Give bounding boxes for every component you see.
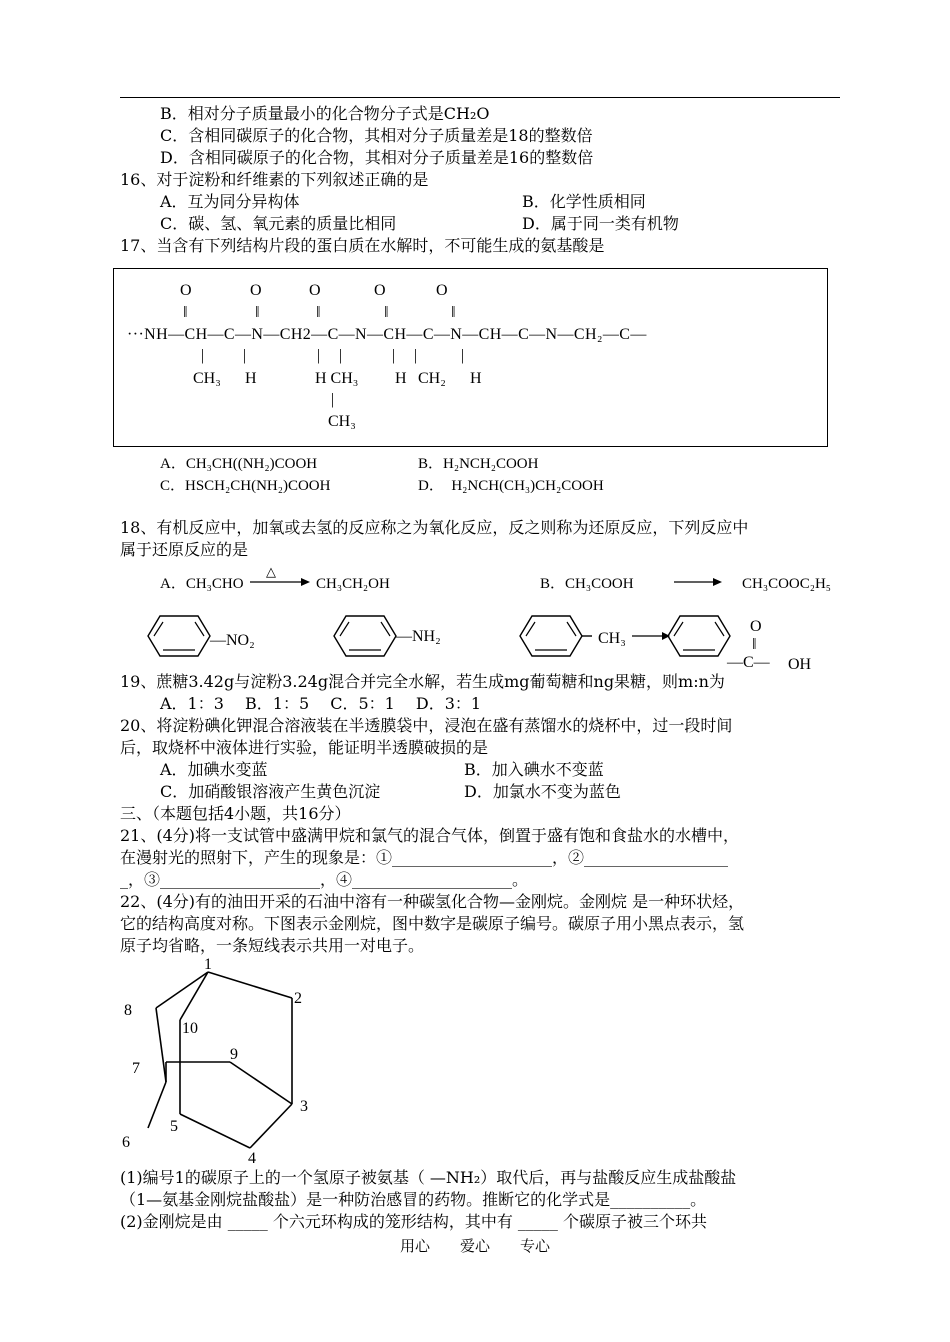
peptide-o-4: O [374,282,386,299]
carboxyl-c: —C— [727,654,770,671]
section-3-heading: 三、（本题包括4小题，共16分） [120,804,351,823]
peptide-sub-1: CH₃ [193,370,221,387]
peptide-structure-box [113,268,828,447]
peptide-sub-3: H CH₃ [315,370,359,387]
adamantane-label-10: 10 [182,1020,198,1037]
page-footer: 用心 爱心 专心 [399,1237,550,1255]
q15-option-c: C．含相同碳原子的化合物，其相对分子质量差是18的整数倍 [160,126,593,145]
adamantane-label-9: 9 [230,1046,238,1063]
peptide-bar-4: | [339,347,343,364]
peptide-dbl-1: ‖ [183,304,188,321]
q18-a-left: A．CH₃CHO [160,576,244,592]
peptide-sub-6: H [470,370,482,387]
peptide-o-3: O [309,282,321,299]
q20-option-b: B．加入碘水不变蓝 [464,760,604,779]
q16-option-d: D．属于同一类有机物 [522,214,679,233]
q19-options: A．1：3 B．1：5 C．5：1 D．3：1 [160,694,482,713]
peptide-o-1: O [180,282,192,299]
carboxyl-o: O [750,618,762,635]
q17-option-c: C．HSCH₂CH(NH₂)COOH [160,478,331,494]
q17-option-a: A．CH₃CH((NH₂)COOH [160,456,318,472]
q22-stem-2: 它的结构高度对称。下图表示金刚烷，图中数字是碳原子编号。碳原子用小黑点表示，氢 [120,914,745,933]
q22-stem-3: 原子均省略，一条短线表示共用一对电子。 [120,936,425,955]
q20-option-c: C．加硝酸银溶液产生黄色沉淀 [160,782,381,801]
toluene-ring [512,614,592,658]
q15-option-b: B．相对分子质量最小的化合物分子式是CH₂O [160,104,490,123]
q21-stem-2: 在漫射光的照射下，产生的现象是：①____________________，②__________________ [120,848,729,867]
peptide-dbl-2: ‖ [255,304,260,321]
q18-a-condition: △ [266,564,276,579]
q21-stem-3: _，③____________________，④____________________。 [120,870,529,889]
q19-stem: 19、蔗糖3.42g与淀粉3.24g混合并完全水解，若生成mg葡萄糖和ng果糖，则m:n为 [120,672,725,691]
adamantane-label-2: 2 [294,990,302,1007]
peptide-dbl-4: ‖ [384,304,389,321]
q22-part1-line1: (1)编号1的碳原子上的一个氢原子被氨基（ —NH₂）取代后，再与盐酸反应生成盐酸盐 [120,1168,737,1187]
adamantane-label-8: 8 [124,1002,132,1019]
adamantane-label-7: 7 [132,1060,140,1077]
adamantane-diagram [100,950,340,1160]
carboxyl-double-bond: ‖ [752,636,757,653]
adamantane-label-6: 6 [122,1134,130,1151]
peptide-bar-1: | [201,347,205,364]
nitrobenzene-ring [140,614,220,658]
q21-stem-1: 21、(4分)将一支试管中盛满甲烷和氯气的混合气体，倒置于盛有饱和食盐水的水槽中， [120,826,740,845]
q16-option-c: C．碳、氢、氧元素的质量比相同 [160,214,397,233]
q20-option-a: A．加碘水变蓝 [160,760,268,779]
q18-b-left: B．CH₃COOH [540,576,634,592]
q18-stem-1: 18、有机反应中，加氧或去氢的反应称之为氧化反应，反之则称为还原反应，下列反应中 [120,518,749,537]
q17-option-d: D． H₂NCH(CH₃)CH₂COOH [418,478,604,494]
adamantane-label-5: 5 [170,1118,178,1135]
q20-stem-1: 20、将淀粉碘化钾混合溶液装在半透膜袋中，浸泡在盛有蒸馏水的烧杯中，过一段时间 [120,716,733,735]
q16-option-a: A．互为同分异构体 [160,192,300,211]
q18-b-right: CH₃COOC₂H₅ [742,576,832,592]
peptide-bar-3: | [317,347,321,364]
q18-a-arrow [250,576,310,588]
q16-stem: 16、对于淀粉和纤维素的下列叙述正确的是 [120,170,429,189]
peptide-sub-4: H [395,370,407,387]
nitro-group: —NO₂ [210,632,255,649]
amino-group: —NH₂ [396,628,441,645]
peptide-sub-2: H [245,370,257,387]
peptide-dbl-5: ‖ [451,304,456,321]
q20-option-d: D．加氯水不变为蓝色 [464,782,621,801]
benzoic-acid-ring [660,614,740,658]
header-rule [120,97,840,98]
peptide-bar-5: | [392,347,396,364]
q22-stem-1: 22、(4分)有的油田开采的石油中溶有一种碳氢化合物—金刚烷。金刚烷 是一种环状烃， [120,892,745,911]
q18-a-right: CH₃CH₂OH [316,576,390,592]
peptide-o-5: O [436,282,448,299]
adamantane-label-1: 1 [204,956,212,973]
q18-stem-2: 属于还原反应的是 [120,540,249,559]
q20-stem-2: 后，取烧杯中液体进行实验，能证明半透膜破损的是 [120,738,489,757]
peptide-bar-7: | [461,347,465,364]
q17-option-b: B．H₂NCH₂COOH [418,456,539,472]
peptide-main-chain: ···NH—CH—C—N—CH2—C—N—CH—C—N—CH—C—N—CH₂—C— [127,326,647,343]
peptide-o-2: O [250,282,262,299]
q17-stem: 17、当含有下列结构片段的蛋白质在水解时，不可能生成的氨基酸是 [120,236,605,255]
q15-option-d: D．含相同碳原子的化合物，其相对分子质量差是16的整数倍 [160,148,594,167]
peptide-ch3-bottom: CH₃ [328,413,356,430]
q22-part2-line1: (2)金刚烷是由 _____ 个六元环构成的笼形结构，其中有 _____ 个碳原子被三个环共 [120,1212,708,1231]
methyl-group: CH₃ [598,630,626,647]
peptide-bar-8: | [331,391,335,408]
peptide-bar-2: | [243,347,247,364]
peptide-bar-6: | [414,347,418,364]
q22-part1-line2: （1—氨基金刚烷盐酸盐）是一种防治感冒的药物。推断它的化学式是__________。 [120,1190,707,1209]
q16-option-b: B．化学性质相同 [522,192,646,211]
aniline-ring [326,614,406,658]
peptide-sub-5: CH₂ [418,370,446,387]
peptide-dbl-3: ‖ [316,304,321,321]
adamantane-label-4: 4 [248,1150,256,1167]
q18-b-arrow [674,576,722,588]
adamantane-label-3: 3 [300,1098,308,1115]
carboxyl-oh: OH [788,656,812,673]
